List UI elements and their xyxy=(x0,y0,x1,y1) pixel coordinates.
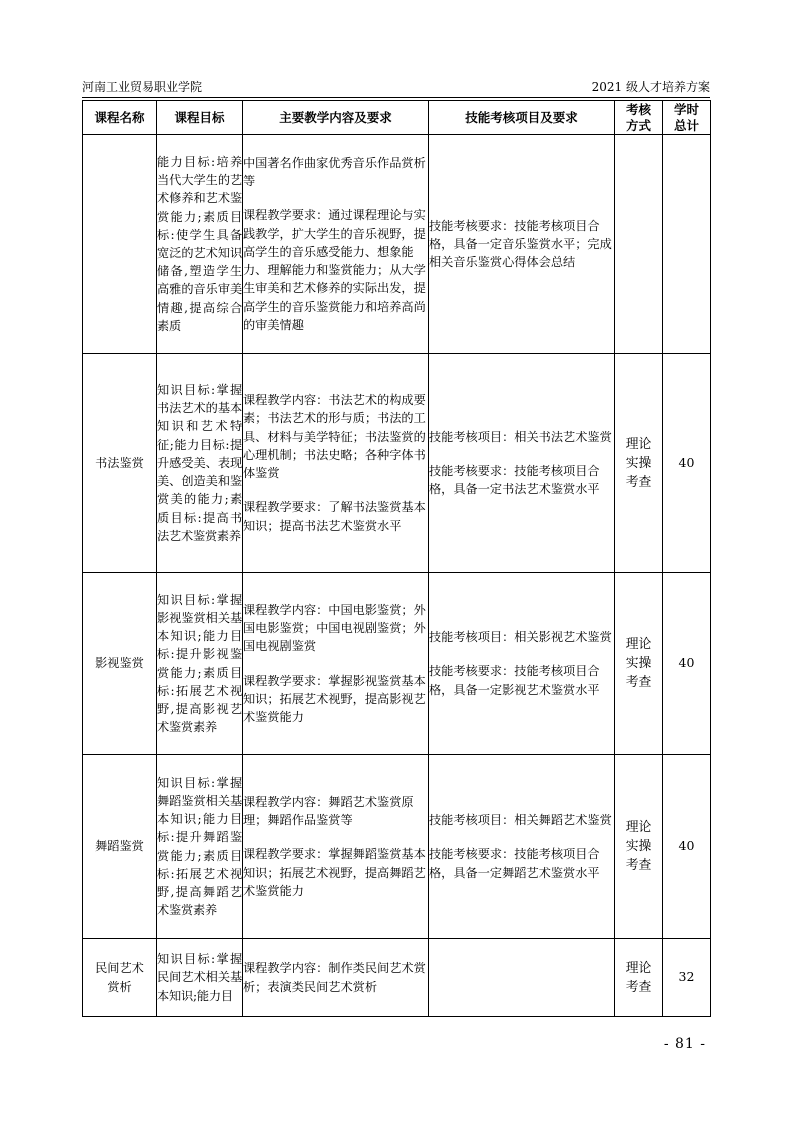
hours-cell xyxy=(663,135,711,354)
method-cell xyxy=(615,354,663,573)
course-name-cell: 舞蹈鉴赏 xyxy=(83,755,157,939)
course-goal-cell: 知识目标:掌握书法艺术的基本知识和艺术特征;能力目标:提升感受美、表现美、创造美和鉴赏美的能力;素质目标:提高书法艺术鉴赏素养 xyxy=(157,354,243,573)
course-name-cell: 书法鉴赏 xyxy=(83,354,157,573)
content-cell xyxy=(243,939,429,1017)
method-cell xyxy=(615,135,663,354)
method-line: 实操 xyxy=(625,656,652,671)
school-name: 河南工业贸易职业学院 xyxy=(82,80,203,94)
content-cell xyxy=(243,354,429,573)
column-header-course-goal: 课程目标 xyxy=(157,101,243,135)
column-header-skill: 技能考核项目及要求 xyxy=(429,101,615,135)
skill-cell xyxy=(429,939,615,1017)
column-header-method: 考核方式 xyxy=(615,101,663,135)
course-name-cell: 影视鉴赏 xyxy=(83,573,157,755)
table-row xyxy=(83,135,711,354)
content-cell xyxy=(243,573,429,755)
skill-block: 技能考核项目：相关舞蹈艺术鉴赏 xyxy=(429,813,612,828)
skill-block: 技能考核项目：相关书法艺术鉴赏 xyxy=(429,429,612,444)
skill-cell xyxy=(429,755,615,939)
hours-cell: 40 xyxy=(663,573,711,755)
content-cell xyxy=(243,755,429,939)
method-cell xyxy=(615,573,663,755)
skill-block: 技能考核要求：技能考核项目合格，具备一定舞蹈艺术鉴赏水平 xyxy=(429,847,600,880)
content-cell xyxy=(243,135,429,354)
skill-cell xyxy=(429,573,615,755)
content-block: 课程教学要求：了解书法鉴赏基本知识；提高书法艺术鉴赏水平 xyxy=(243,500,426,533)
skill-block: 技能考核项目：相关影视艺术鉴赏 xyxy=(429,630,612,645)
column-header-course-name: 课程名称 xyxy=(83,101,157,135)
course-goal-cell: 能力目标:培养当代大学生的艺术修养和艺术鉴赏能力;素质目标:使学生具备宽泛的艺术知识储备,塑造学生高雅的音乐审美情趣,提高综合素质 xyxy=(157,135,243,354)
course-goal-cell: 知识目标:掌握舞蹈鉴赏相关基本知识;能力目标:提升舞蹈鉴赏能力;素质目标:拓展艺术视野,提高舞蹈艺术鉴赏素养 xyxy=(157,755,243,939)
skill-block: 技能考核要求：技能考核项目合格，具备一定音乐鉴赏水平；完成相关音乐鉴赏心得体会总结 xyxy=(429,218,612,270)
document-title: 2021 级人才培养方案 xyxy=(591,80,710,94)
hours-cell: 32 xyxy=(663,939,711,1017)
method-line: 理论 xyxy=(625,637,652,652)
skill-block: 技能考核要求：技能考核项目合格，具备一定书法艺术鉴赏水平 xyxy=(429,463,600,497)
content-block: 课程教学内容：制作类民间艺术赏析；表演类民间艺术赏析 xyxy=(243,961,426,994)
content-block: 课程教学内容：舞蹈艺术鉴赏原理；舞蹈作品鉴赏等 xyxy=(243,794,414,828)
content-block: 课程教学要求：掌握影视鉴赏基本知识；拓展艺术视野，提高影视艺术鉴赏能力 xyxy=(243,673,426,724)
table-row xyxy=(83,939,711,1017)
method-line: 考查 xyxy=(625,979,652,995)
skill-block: 技能考核要求：技能考核项目合格，具备一定影视艺术鉴赏水平 xyxy=(429,664,600,697)
method-cell xyxy=(615,939,663,1017)
page-number: - 81 - xyxy=(663,1036,706,1052)
skill-cell xyxy=(429,135,615,354)
method-line: 实操 xyxy=(625,455,652,471)
content-block: 课程教学要求：掌握舞蹈鉴赏基本知识；拓展艺术视野，提高舞蹈艺术鉴赏能力 xyxy=(243,847,426,898)
method-line: 实操 xyxy=(625,839,652,854)
course-table xyxy=(82,100,711,1017)
method-cell xyxy=(615,755,663,939)
table-row xyxy=(83,573,711,755)
content-block: 课程教学要求：通过课程理论与实践教学，扩大学生的音乐视野，提高学生的音乐感受能力、想象能力、理解能力和鉴赏能力；从大学生审美和艺术修养的实际出发，提高学生的音乐鉴赏能力和培养高尚的审美情趣 xyxy=(243,208,426,332)
method-line: 理论 xyxy=(625,960,652,976)
hours-cell: 40 xyxy=(663,755,711,939)
column-header-content: 主要教学内容及要求 xyxy=(243,101,429,135)
method-line: 考查 xyxy=(625,858,652,873)
course-goal-cell: 知识目标:掌握影视鉴赏相关基本知识;能力目标:提升影视鉴赏能力;素质目标:拓展艺术视野,提高影视艺术鉴赏素养 xyxy=(157,573,243,755)
column-header-hours: 学时总计 xyxy=(663,101,711,135)
skill-cell xyxy=(429,354,615,573)
course-name-cell xyxy=(83,135,157,354)
table-row xyxy=(83,354,711,573)
content-block: 课程教学内容：中国电影鉴赏；外国电影鉴赏；中国电视剧鉴赏；外国电视剧鉴赏 xyxy=(243,602,426,654)
content-block: 中国著名作曲家优秀音乐作品赏析等 xyxy=(243,156,426,189)
method-line: 考查 xyxy=(625,474,652,490)
course-goal-cell: 知识目标:掌握民间艺术相关基本知识;能力目 xyxy=(157,939,243,1017)
page-header xyxy=(82,78,710,96)
method-line: 理论 xyxy=(625,820,652,835)
content-block: 课程教学内容：书法艺术的构成要素；书法艺术的形与质；书法的工具、材料与美学特征；书法鉴赏的心理机制；书法史略；各种字体书体鉴赏 xyxy=(243,393,426,481)
method-line: 理论 xyxy=(625,436,652,452)
hours-cell: 40 xyxy=(663,354,711,573)
table-header-row xyxy=(83,101,711,135)
header-rule xyxy=(82,97,710,98)
table-row xyxy=(83,755,711,939)
course-name-cell: 民间艺术赏析 xyxy=(83,939,157,1017)
method-line: 考查 xyxy=(625,675,652,690)
